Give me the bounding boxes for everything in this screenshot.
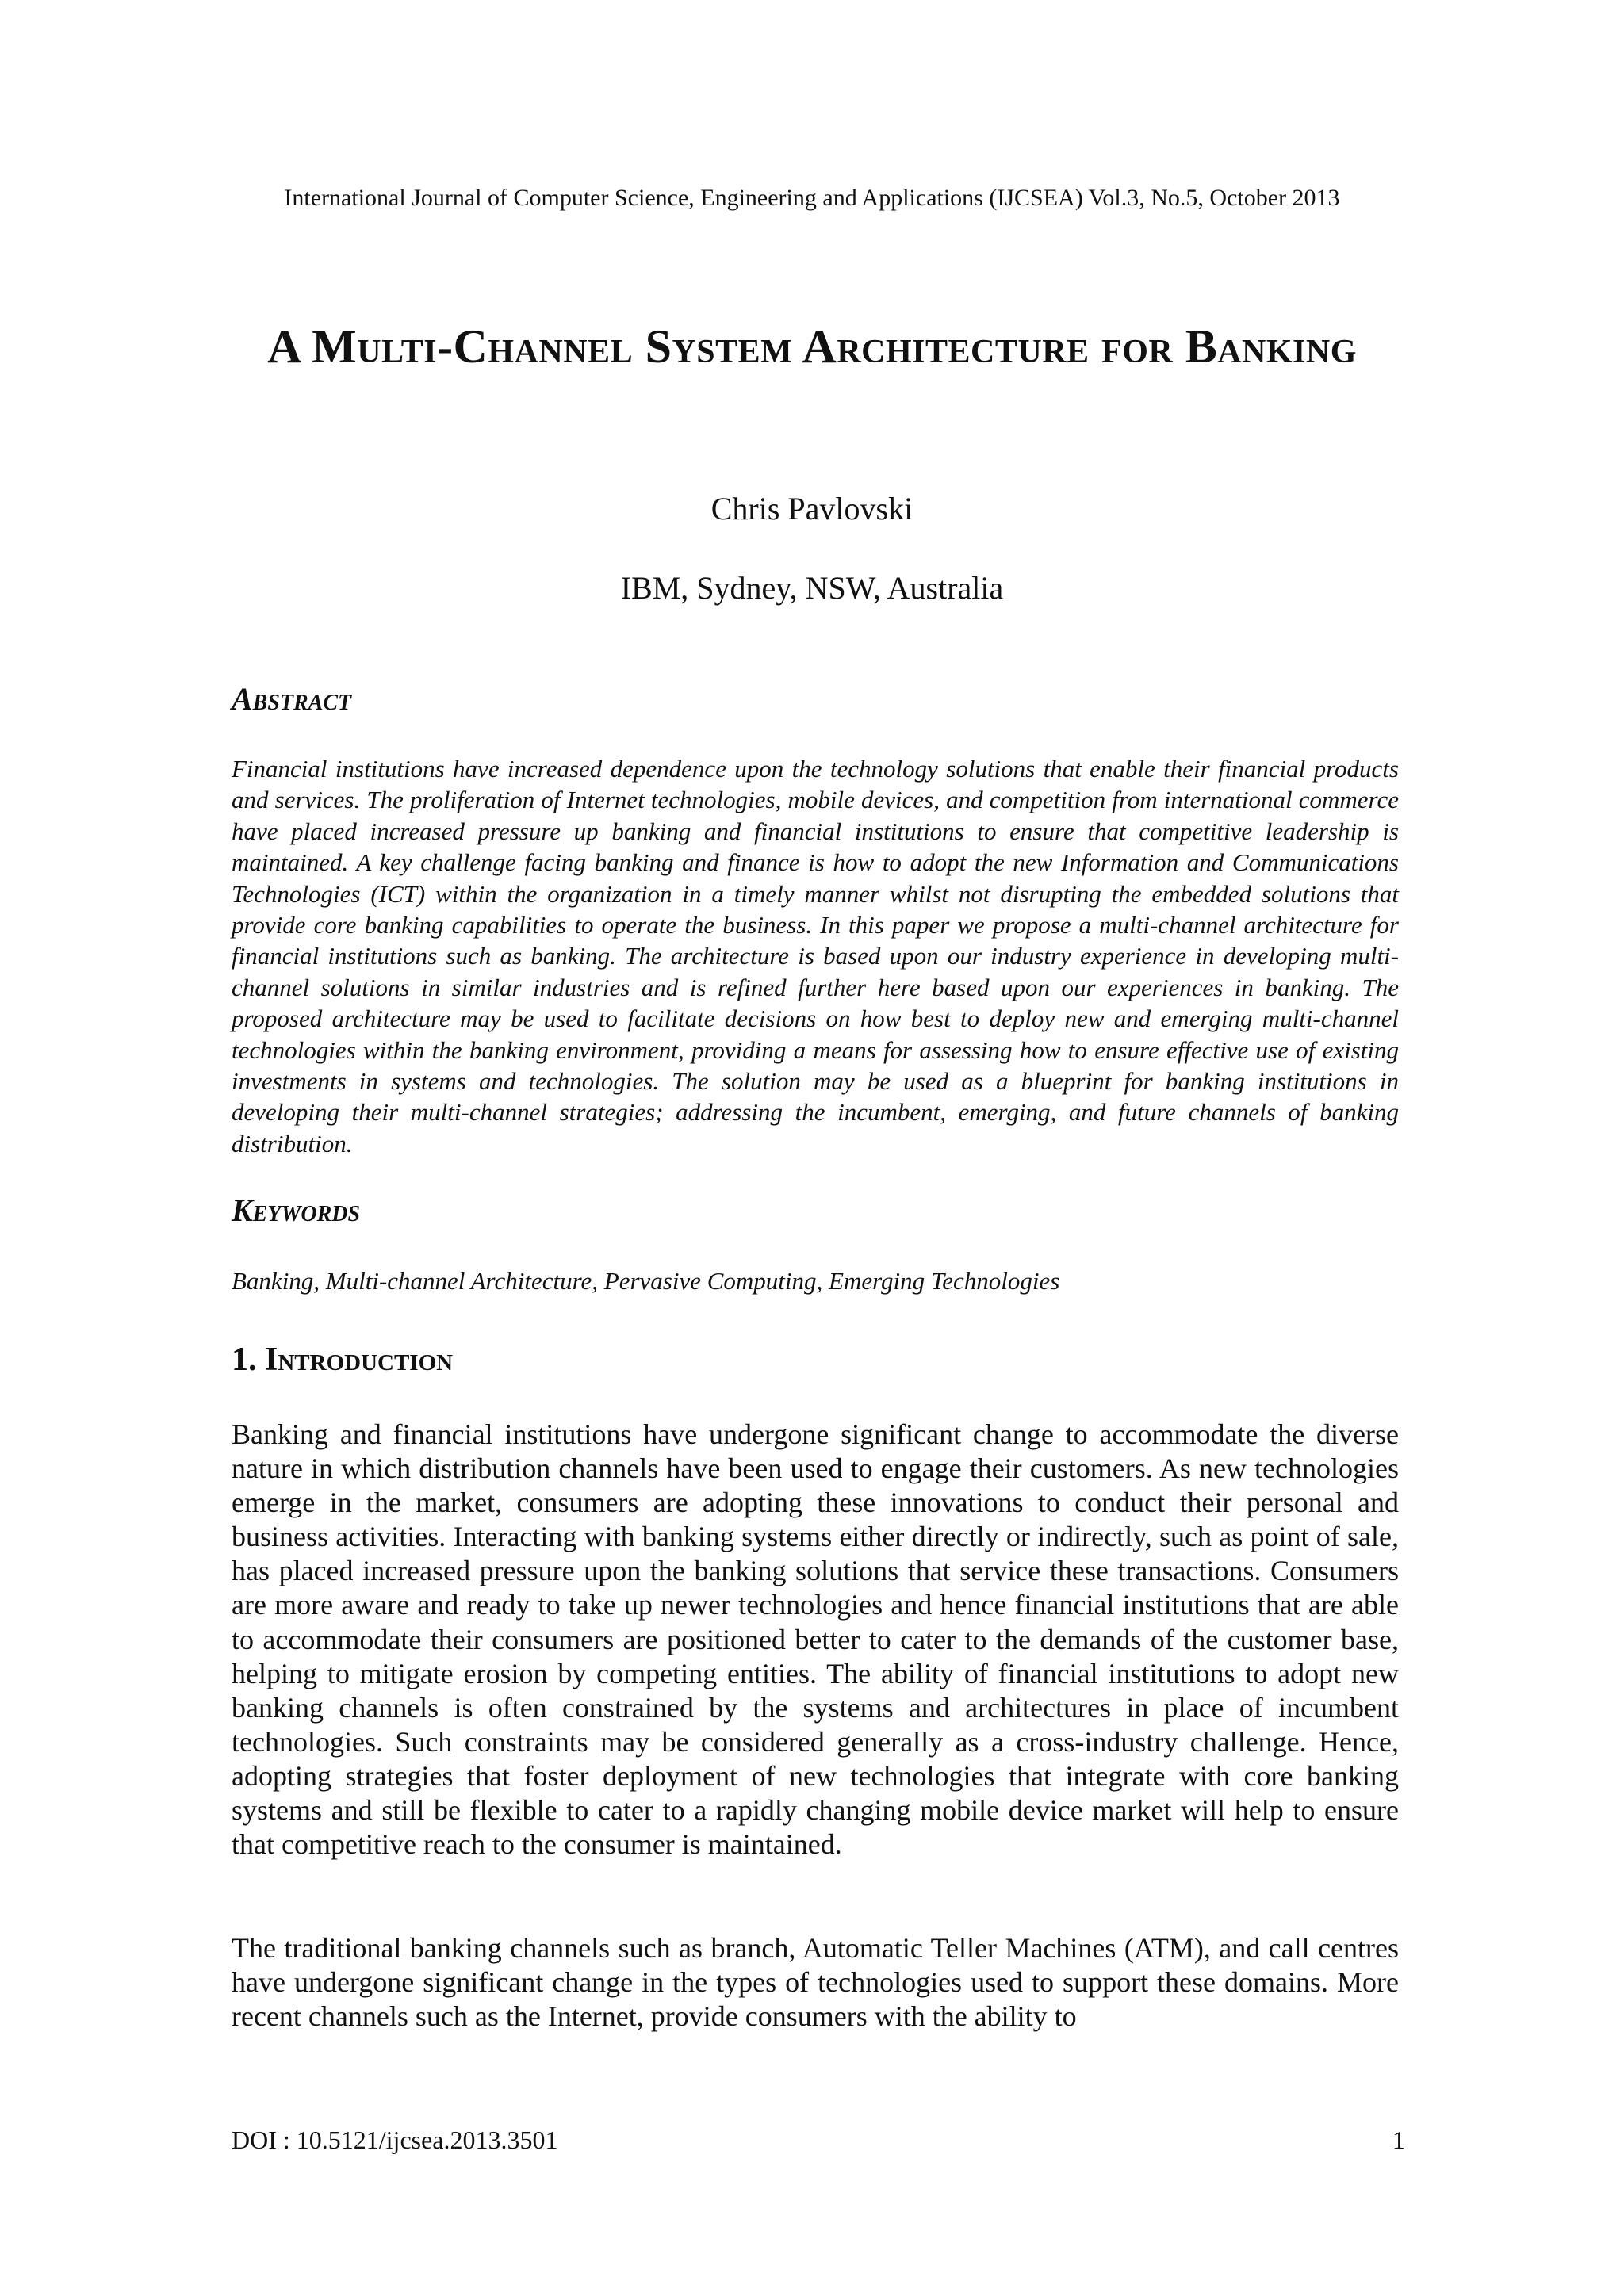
paper-title: A Multi-Channel System Architecture for Banking bbox=[267, 320, 1357, 373]
abstract-text: Financial institutions have increased dependence upon the technology solutions that enable their financial products and services. The proliferation of Internet technologies, mobile devices, and competition from international commerce have placed increased pressure up banking and financial institutions to ensure that competitive leadership is maintained. A key challenge facing banking and finance is how to adopt the new Information and Communications Technologies (ICT) within the organization in a timely manner whilst not disrupting the embedded solutions that provide core banking capabilities to operate the business. In this paper we propose a multi-channel architecture for financial institutions such as banking. The architecture is based upon our industry experience in developing multi-channel solutions in similar industries and is refined further here based upon our experiences in banking. The proposed architecture may be used to facilitate decisions on how best to deploy new and emerging multi-channel technologies within the banking environment, providing a means for assessing how to ensure effective use of existing investments in systems and technologies. The solution may be used as a blueprint for banking institutions in developing their multi-channel strategies; addressing the incumbent, emerging, and future channels of banking distribution. bbox=[232, 755, 1399, 1158]
page-number: 1 bbox=[1392, 2126, 1405, 2154]
keywords-heading: Keywords bbox=[232, 1192, 361, 1228]
footer-doi: DOI : 10.5121/ijcsea.2013.3501 bbox=[232, 2126, 558, 2154]
introduction-paragraph-1: Banking and financial institutions have undergone significant change to accommodate the diverse nature in which distribution channels have been used to engage their customers. As new technologies emerge in the market, consumers are adopting these innovations to conduct their personal and business activities. Interacting with banking systems either directly or indirectly, such as point of sale, has placed increased pressure upon the banking solutions that service these transactions. Consumers are more aware and ready to take up newer technologies and hence financial institutions that are able to accommodate their consumers are positioned better to cater to the demands of the customer base, helping to mitigate erosion by competing entities. The ability of financial institutions to adopt new banking channels is often constrained by the systems and architectures in place of incumbent technologies. Such constraints may be considered generally as a cross-industry challenge. Hence, adopting strategies that foster deployment of new technologies that integrate with core banking systems and still be flexible to cater to a rapidly changing mobile device market will help to ensure that competitive reach to the consumer is maintained. bbox=[232, 1418, 1399, 1861]
author-name: Chris Pavlovski bbox=[710, 491, 914, 526]
introduction-paragraph-2: The traditional banking channels such as branch, Automatic Teller Machines (ATM), and call centres have undergone significant change in the types of technologies used to support these domains. More recent channels such as the Internet, provide consumers with the ability to bbox=[232, 1932, 1399, 2033]
journal-header: International Journal of Computer Science, Engineering and Applications (IJCSEA) Vol.3, No.5, October 2013 bbox=[284, 185, 1340, 211]
introduction-heading: 1. Introduction bbox=[232, 1341, 454, 1378]
keywords-text: Banking, Multi-channel Architecture, Pervasive Computing, Emerging Technologies bbox=[232, 1267, 1060, 1295]
author-affiliation: IBM, Sydney, NSW, Australia bbox=[620, 570, 1004, 606]
abstract-heading: Abstract bbox=[232, 681, 352, 717]
